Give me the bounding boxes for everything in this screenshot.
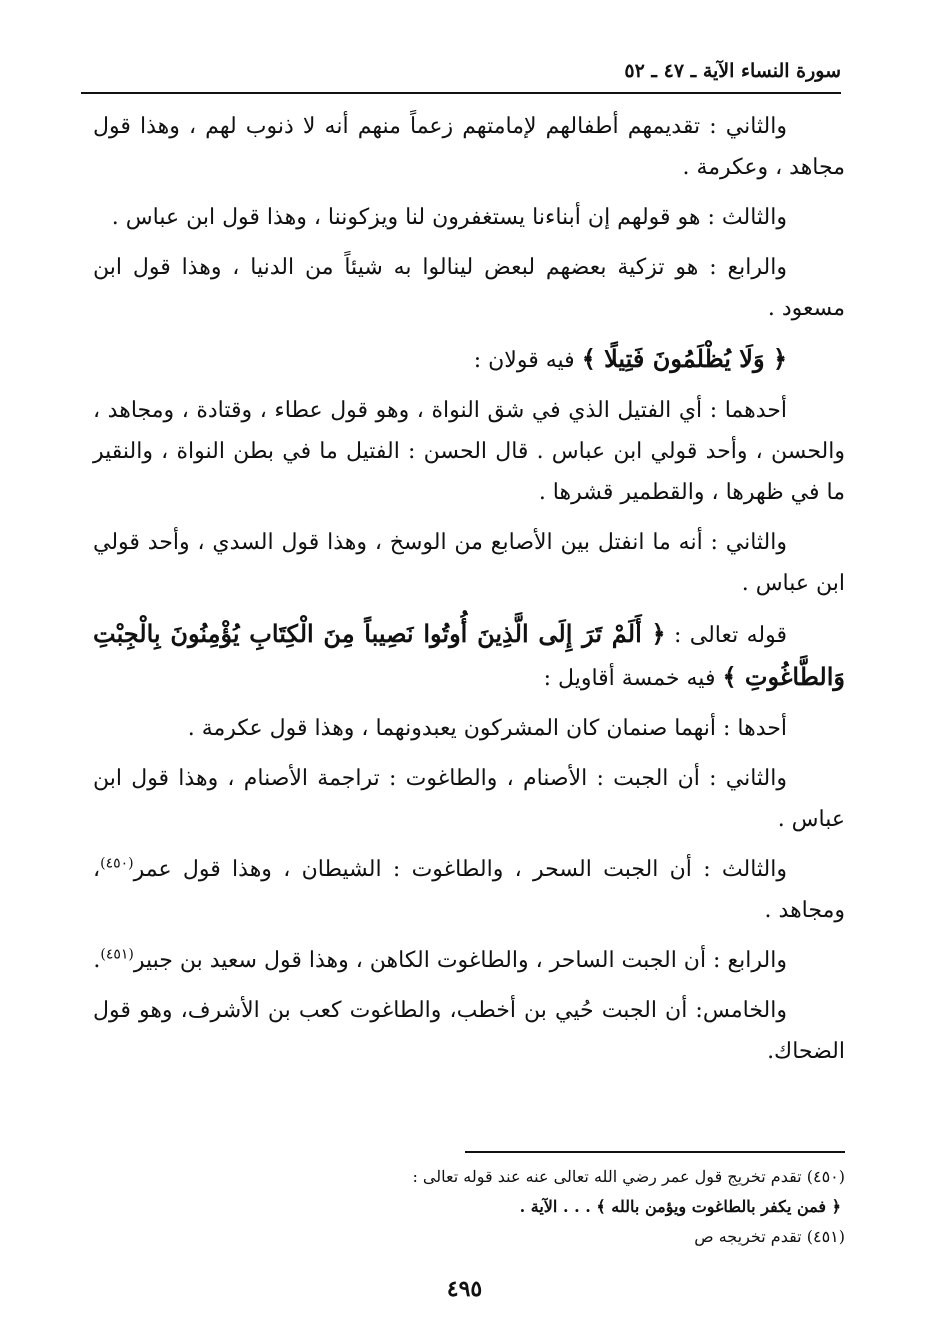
- paragraph-text: أحدهما : أي الفتيل الذي في شق النواة ، وهو قول عطاء ، وقتادة ، ومجاهد ، والحسن ، وأحد قولي ابن عباس . قال الحسن : الفتيل ما في بطن النواة ، والنقير ما في ظهرها ، والقطمير قشرها .: [93, 398, 845, 505]
- running-header: [81, 58, 841, 94]
- paragraph-text: والرابع : هو تزكية بعضهم لبعض لينالوا به شيئاً من الدنيا ، وهذا قول ابن مسعود .: [93, 255, 845, 321]
- paragraph-text: .: [93, 948, 101, 973]
- header-surah-reference: سورة النساء الآية ـ ٤٧ ـ ٥٢: [624, 60, 841, 82]
- paragraph-text: والثالث : أن الجبت السحر ، والطاغوت : الشيطان ، وهذا قول عمر: [133, 857, 787, 882]
- main-text: [93, 106, 845, 1081]
- paragraph-9: [93, 758, 845, 840]
- paragraph-11: [93, 940, 845, 981]
- paragraph-12: [93, 990, 845, 1072]
- paragraph-text: والخامس: أن الجبت حُيي بن أخطب، والطاغوت كعب بن الأشرف، وهو قول الضحاك.: [93, 998, 845, 1064]
- paragraph-text: والرابع : أن الجبت الساحر ، والطاغوت الكاهن ، وهذا قول سعيد بن جبير: [133, 948, 787, 973]
- footnote-reference[interactable]: (٤٥١): [100, 946, 134, 963]
- paragraph-3: [93, 247, 845, 329]
- paragraph-text: والثاني : أنه ما انفتل بين الأصابع من الوسخ ، وهذا قول السدي ، وأحد قولي ابن عباس .: [93, 530, 845, 596]
- paragraph-text: والثالث : هو قولهم إن أبناءنا يستغفرون لنا ويزكوننا ، وهذا قول ابن عباس .: [111, 205, 787, 230]
- footnote-451: (٤٥١) تقدم تخريجه ص: [694, 1227, 845, 1246]
- paragraph-5: [93, 390, 845, 513]
- paragraph-text: فيه قولان :: [473, 348, 582, 373]
- footnote-reference[interactable]: (٤٥٠): [100, 855, 134, 872]
- footnote-450: (٤٥٠) تقدم تخريج قول عمر رضي الله تعالى عنه عند قوله تعالى :: [412, 1167, 845, 1186]
- paragraph-text: فيه خمسة أقاويل :: [543, 666, 723, 691]
- paragraph-7-verse-heading: [93, 613, 845, 699]
- quran-verse: ﴿ أَلَمْ تَرَ إِلَى الَّذِينَ أُوتُوا نَصِيباً مِنَ الْكِتَابِ يُؤْمِنُونَ بِالْجِبْتِ وَالطَّاغُوتِ ﴾: [93, 619, 845, 691]
- footnotes: [93, 1162, 845, 1252]
- quran-verse: ﴿ وَلَا يُظْلَمُونَ فَتِيلًا ﴾: [581, 344, 787, 373]
- paragraph-8: [93, 708, 845, 749]
- page-number: ٤٩٥: [446, 1276, 483, 1302]
- paragraph-text: والثاني : تقديمهم أطفالهم لإمامتهم زعماً منهم أنه لا ذنوب لهم ، وهذا قول مجاهد ، وعكرمة .: [93, 114, 845, 180]
- verse-intro: قوله تعالى :: [665, 623, 787, 648]
- footnote-divider: [465, 1151, 845, 1153]
- paragraph-2: [93, 197, 845, 238]
- paragraph-4-verse-heading: [93, 338, 845, 381]
- paragraph-text: ، ومجاهد .: [93, 857, 845, 923]
- paragraph-1: [93, 106, 845, 188]
- paragraph-6: [93, 522, 845, 604]
- paragraph-text: أحدها : أنهما صنمان كان المشركون يعبدونهما ، وهذا قول عكرمة .: [187, 716, 787, 741]
- paragraph-text: والثاني : أن الجبت : الأصنام ، والطاغوت : تراجمة الأصنام ، وهذا قول ابن عباس .: [93, 766, 845, 832]
- footnote-450-verse: ﴿ فمن يكفر بالطاغوت ويؤمن بالله ﴾ . . . الآية .: [519, 1197, 841, 1216]
- paragraph-10: [93, 849, 845, 931]
